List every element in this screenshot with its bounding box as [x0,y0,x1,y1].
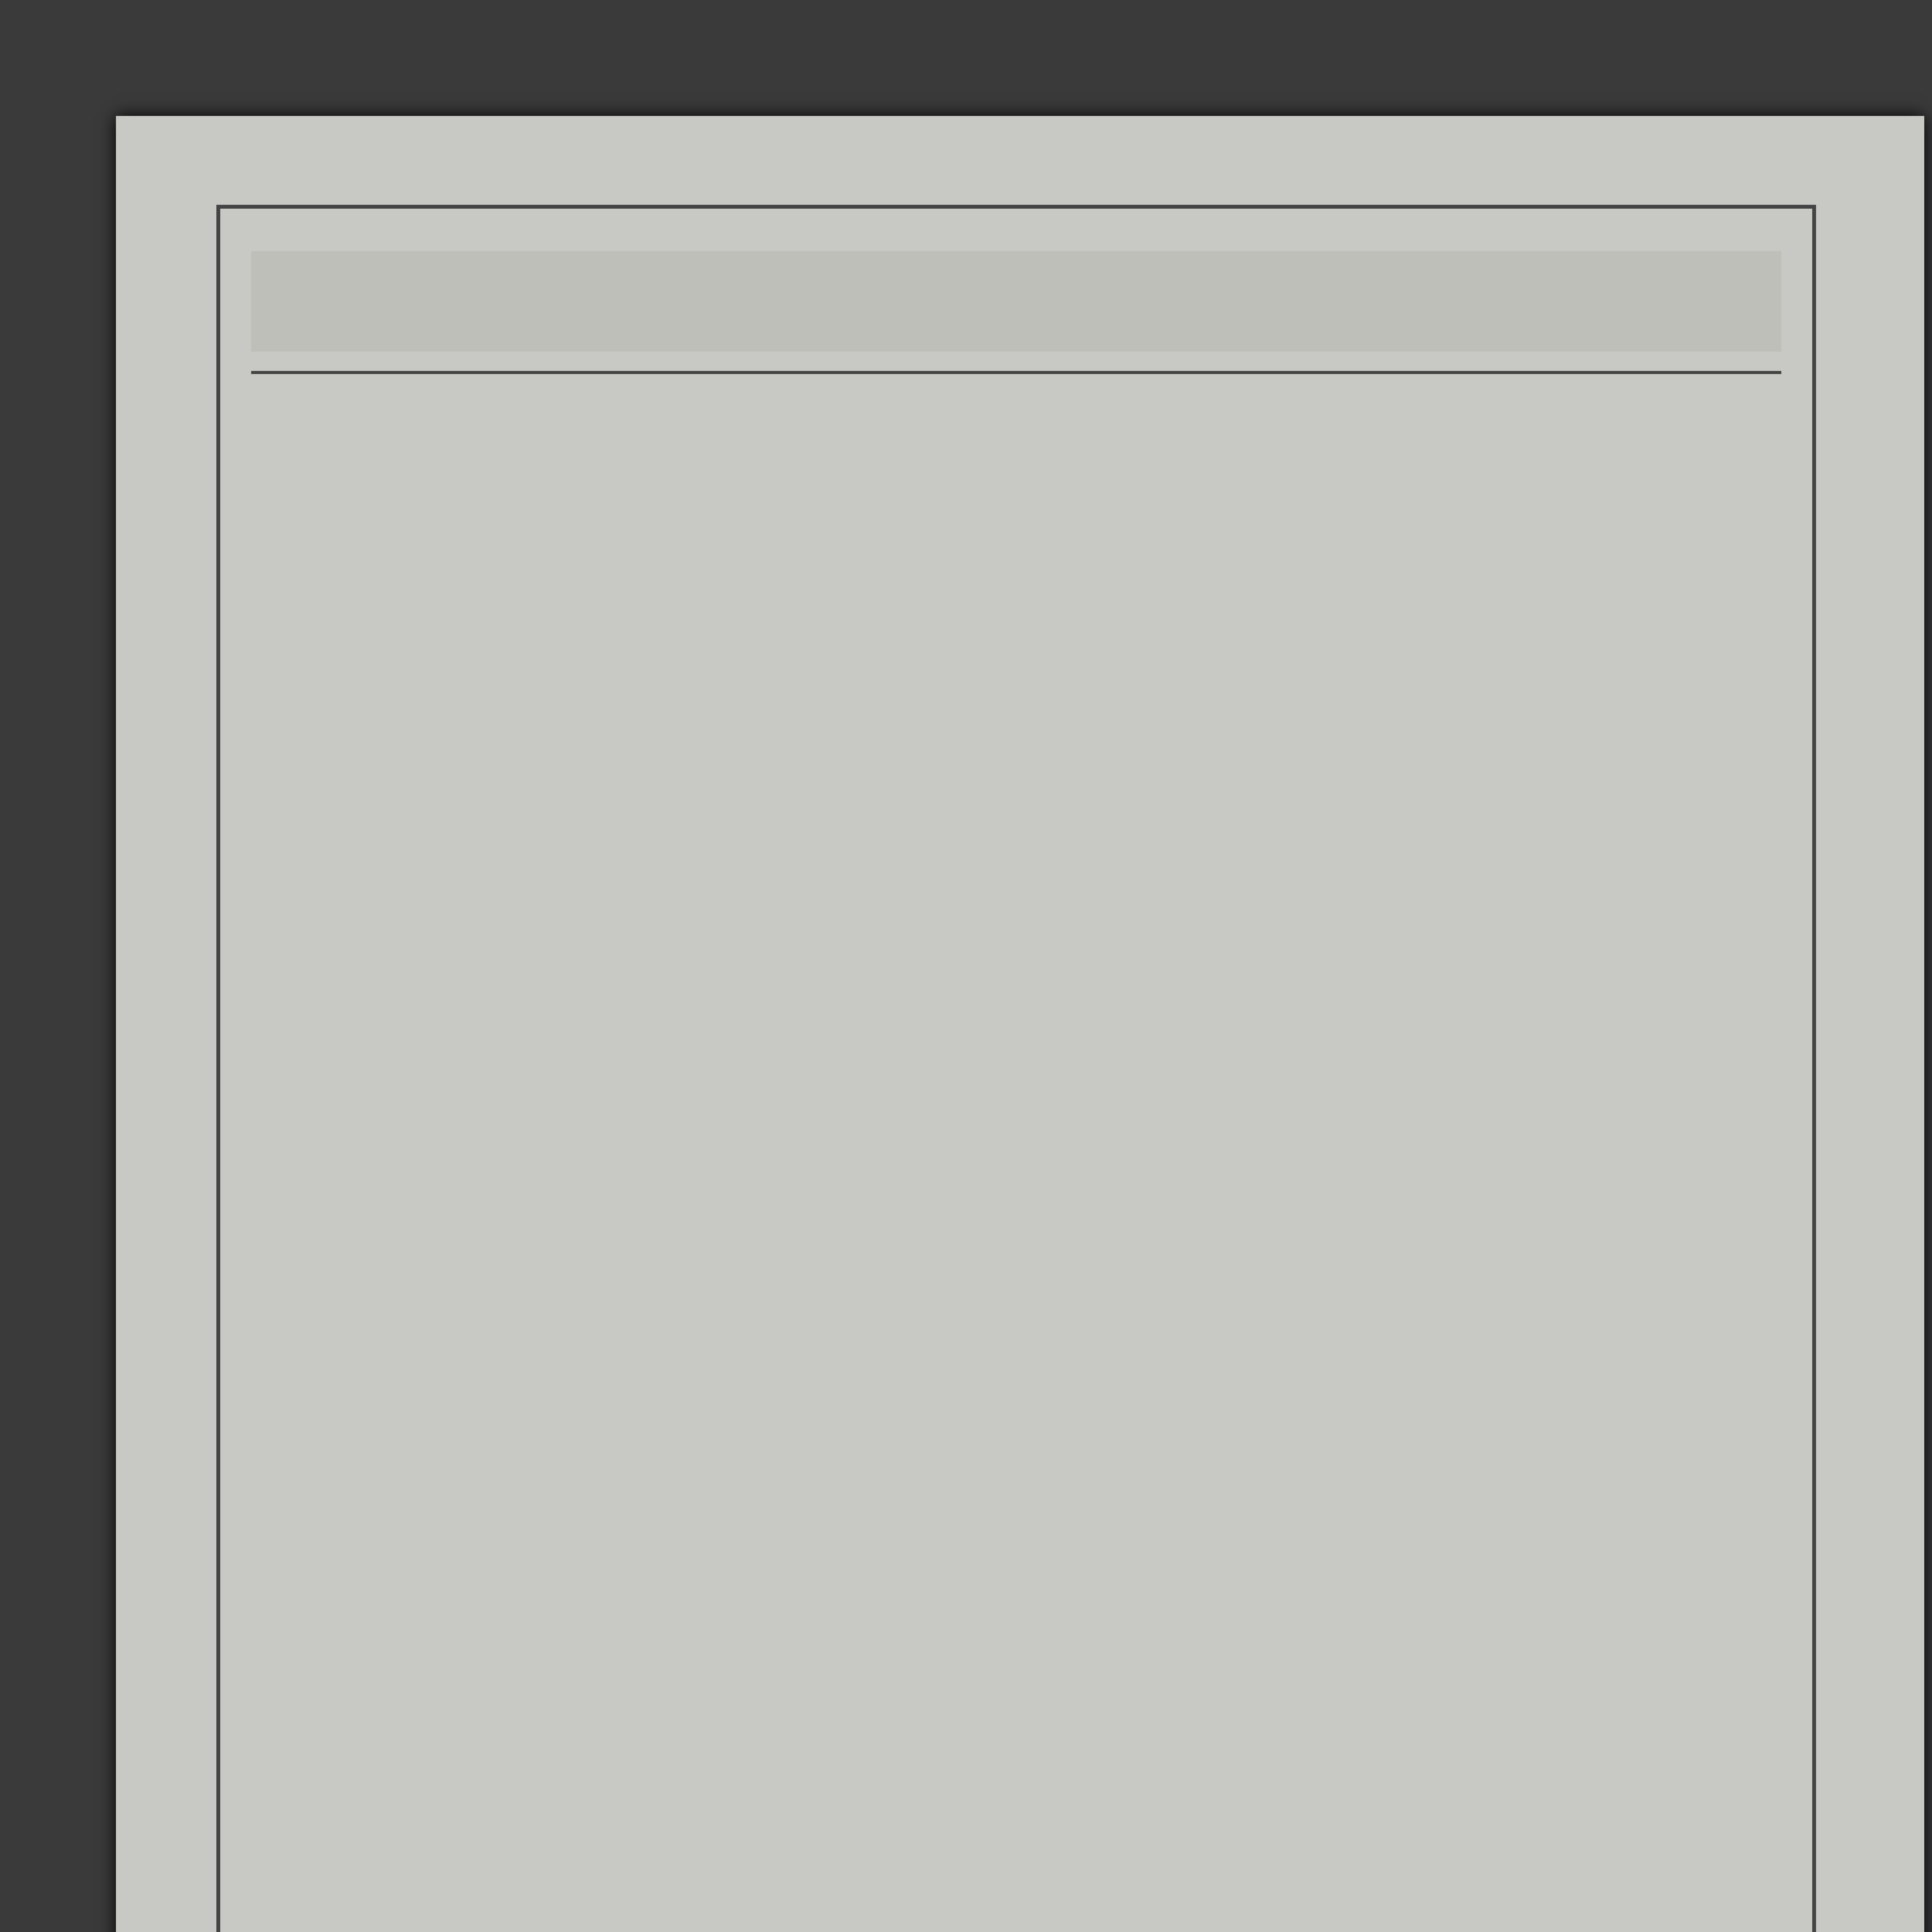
headline-divider [251,371,1781,374]
page-header [243,155,1797,189]
newspaper-page [116,116,1924,1932]
page-frame [216,205,1816,1932]
headline-block [251,251,1781,352]
right-column [1422,556,1901,1932]
center-column [881,556,1395,1932]
left-column [340,556,854,1932]
